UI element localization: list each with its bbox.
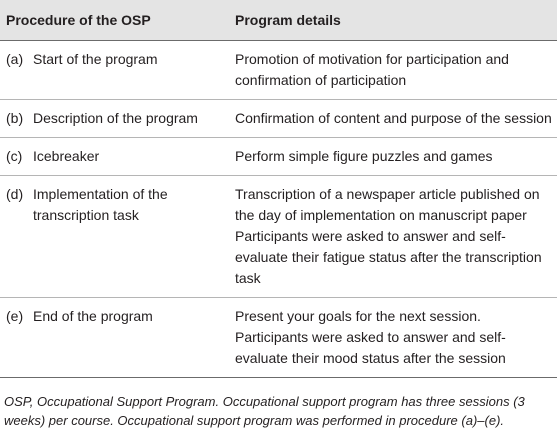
table-row [0, 138, 557, 176]
step-marker: (d) [6, 186, 24, 202]
procedure-cell [0, 138, 233, 176]
step-marker: (e) [6, 308, 24, 324]
procedure-cell [0, 176, 233, 298]
detail-text: Transcription of a newspaper article published on the day of implementation on manuscript paper [235, 186, 540, 223]
step-marker: (c) [6, 148, 23, 164]
details-cell [233, 41, 557, 100]
detail-text: Perform simple figure puzzles and games [235, 148, 493, 164]
detail-text: Participants were asked to answer and self-evaluate their fatigue status after the transcription task [235, 228, 542, 286]
table-row [0, 298, 557, 378]
details-cell [233, 298, 557, 378]
procedure-text: Start of the program [33, 51, 158, 67]
table-header [0, 0, 557, 41]
step-marker: (a) [6, 51, 24, 67]
procedure-cell [0, 41, 233, 100]
procedure-text: Implementation of the transcription task [33, 186, 168, 223]
detail-text: Participants were asked to answer and self-evaluate their mood status after the session [235, 329, 506, 366]
procedure-cell [0, 298, 233, 378]
step-marker: (b) [6, 110, 24, 126]
details-cell [233, 138, 557, 176]
table-row [0, 100, 557, 138]
table-row [0, 41, 557, 100]
detail-text: Promotion of motivation for participation and confirmation of participation [235, 51, 509, 88]
table-row [0, 176, 557, 298]
procedure-text: End of the program [33, 308, 153, 324]
detail-text: Present your goals for the next session. [235, 308, 481, 324]
details-cell [233, 176, 557, 298]
table-footnote: OSP, Occupational Support Program. Occupational support program has three sessions (3 weeks) per course. Occupational support program was performed in procedure (a)–(e). [4, 394, 525, 428]
procedure-text: Description of the program [33, 110, 198, 126]
procedure-cell [0, 100, 233, 138]
detail-text: Confirmation of content and purpose of the session [235, 110, 552, 126]
column-header-details: Program details [233, 0, 557, 41]
procedure-text: Icebreaker [33, 148, 100, 164]
column-header-procedure: Procedure of the OSP [0, 0, 233, 41]
details-cell [233, 100, 557, 138]
table-body [0, 41, 557, 378]
header-row [0, 0, 557, 41]
